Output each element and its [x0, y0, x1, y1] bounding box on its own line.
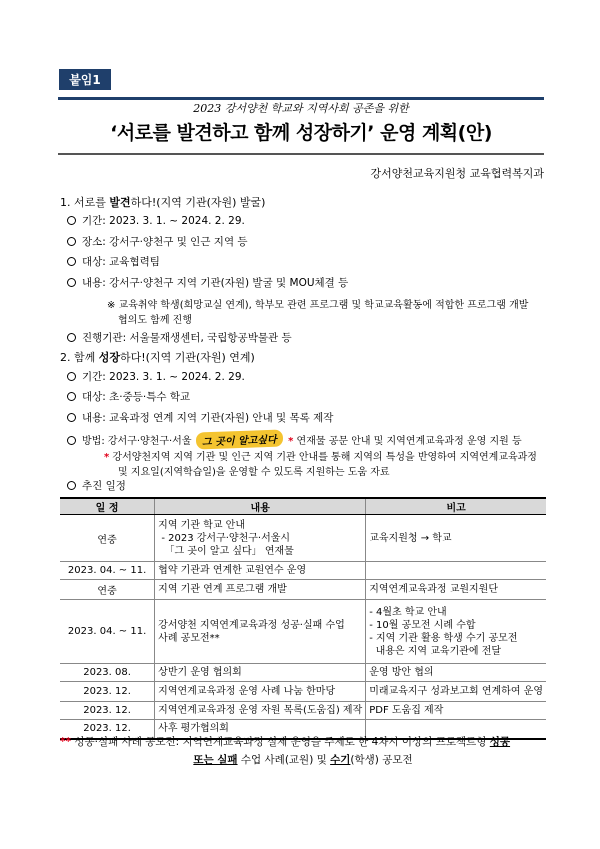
item-text: 기간: 2023. 3. 1. ~ 2024. 2. 29.	[82, 215, 245, 227]
cell-content	[155, 682, 366, 702]
cell-line: 운영 방안 협의	[369, 667, 434, 678]
cell-content	[155, 562, 366, 580]
footnote-emphasis: 수기	[330, 754, 351, 766]
item-text: 연재물 공문 안내 및 지역연계교육과정 운영 지원 등	[296, 436, 522, 447]
cell-note	[366, 580, 546, 600]
table-row	[60, 702, 546, 720]
circle-bullet-icon	[67, 216, 76, 225]
section-1-heading	[60, 194, 265, 210]
cell-line: 지역 기관 연계 프로그램 개발	[158, 584, 287, 595]
cell-date: 2023. 04. ~ 11.	[60, 562, 155, 580]
circle-bullet-icon	[67, 372, 76, 381]
table-row	[60, 562, 546, 580]
sec2-item-content	[67, 410, 333, 425]
cell-content	[155, 580, 366, 600]
department-label: 강서양천교육지원청 교육협력복지과	[370, 167, 544, 180]
footnote	[60, 733, 546, 752]
item-text: 내용: 교육과정 연계 지역 기관(자원) 안내 및 목록 제작	[82, 412, 334, 424]
sec1-item-period	[67, 213, 245, 228]
item-text: 대상: 교육협력팀	[82, 256, 160, 268]
cell-content	[155, 702, 366, 720]
cell-content	[155, 600, 366, 664]
item-text: 추진 일정	[82, 480, 126, 492]
cell-line: 지역연계교육과정 교원지원단	[369, 584, 498, 595]
cell-line: 사후 평가협의회	[158, 723, 229, 735]
cell-line: 내용은 지역 교육기관에 전달	[369, 645, 502, 657]
note-text: 강서양천지역 지역 기관 및 인근 지역 기관 안내를 통해 지역의 특성을 반영하여 지역연계교육과정	[112, 452, 537, 463]
section-2-heading	[60, 349, 255, 365]
cell-line: 사례 공모전**	[158, 632, 220, 644]
cell-note	[366, 600, 546, 664]
series-stamp: 그 곳이 알고싶다	[195, 429, 282, 449]
sec2-item-period	[67, 369, 245, 384]
cell-content	[155, 515, 366, 562]
cell-date: 연중	[60, 580, 155, 600]
circle-bullet-icon	[67, 436, 76, 445]
footnote-text: 성공·실패 사례 공모전: 지역연계교육과정 실제 운영을 주제로 한 4차시 이상의 프로젝트형	[74, 736, 487, 748]
cell-line: - 4월초 학교 안내	[369, 606, 447, 618]
sec1-item-org	[67, 330, 292, 345]
cell-date: 연중	[60, 515, 155, 562]
circle-bullet-icon	[67, 481, 76, 490]
sec2-item-method	[67, 431, 522, 448]
circle-bullet-icon	[67, 413, 76, 422]
schedule-label	[67, 478, 126, 493]
item-text: 방법: 강서구·양천구·서울	[82, 436, 192, 447]
attachment-badge: 붙임1	[59, 69, 111, 90]
cell-content	[155, 664, 366, 682]
footnote-line2	[60, 752, 546, 767]
header-content: 내용	[155, 498, 366, 515]
cell-line: 교육지원청 → 학교	[369, 532, 452, 544]
table-row	[60, 600, 546, 664]
cell-line: 지역연계교육과정 운영 자원 목록(도움집) 제작	[158, 705, 363, 716]
star-marker: *	[288, 436, 294, 447]
title-divider	[58, 153, 544, 155]
sec2-item-target	[67, 389, 190, 404]
footnote-emphasis: 성공	[489, 736, 511, 748]
sec1-note-line2: 협의도 함께 진행	[118, 315, 192, 326]
cell-line: 지역연계교육과정 운영 사례 나눔 한마당	[158, 686, 336, 697]
header-note: 비고	[366, 498, 546, 515]
item-text: 대상: 초·중등·특수 학교	[82, 391, 191, 403]
cell-line: - 10월 공모전 시례 수합	[369, 619, 476, 631]
cell-line: 강서양천 지역연계교육과정 성공·실패 수업	[158, 619, 345, 631]
cell-note	[366, 682, 546, 702]
cell-date: 2023. 12.	[60, 682, 155, 702]
sec1-note-line1: ※ 교육취약 학생(희망교실 연계), 학부모 관련 프로그램 및 학교교육활동에 적합한 프로그램 개발	[107, 300, 529, 311]
section-2-rest: 하다!(지역 기관(자원) 연계)	[120, 351, 255, 364]
subtitle: 2023 강서양천 학교와 지역사회 공존을 위한	[193, 102, 409, 115]
cell-date: 2023. 12.	[60, 720, 155, 739]
table-row	[60, 515, 546, 562]
item-text: 진행기관: 서울물재생센터, 국립항공박물관 등	[82, 332, 292, 344]
cell-line: PDF 도움집 제작	[369, 705, 444, 716]
section-2-number: 2. 함께	[60, 351, 99, 364]
sec1-item-place	[67, 234, 248, 249]
footnote-text: 수업 사례(교원) 및	[240, 754, 327, 766]
footnote-text: (학생) 공모전	[350, 754, 413, 766]
cell-line: 지역 기관 학교 안내	[158, 519, 245, 531]
circle-bullet-icon	[67, 333, 76, 342]
double-star-marker: **	[60, 736, 71, 748]
cell-date: 2023. 08.	[60, 664, 155, 682]
cell-line: 미래교육지구 성과보고회 연계하여 운영	[369, 686, 543, 697]
sec1-item-target	[67, 254, 160, 269]
section-1-rest: 하다!(지역 기관(자원) 발굴)	[130, 196, 266, 209]
section-1-number: 1. 서로를	[60, 196, 110, 209]
cell-line: - 지역 기관 활용 학생 수기 공모전	[369, 632, 518, 644]
page-title: ‘서로를 발견하고 함께 성장하기’ 운영 계획(안)	[110, 122, 492, 144]
star-marker: *	[104, 452, 110, 463]
schedule-table	[60, 497, 546, 740]
cell-line: 「그 곳이 알고 싶다」 연재물	[158, 545, 294, 557]
cell-note	[366, 515, 546, 562]
item-text: 내용: 강서구·양천구 지역 기관(자원) 발굴 및 MOU체결 등	[82, 277, 349, 289]
section-1-keyword: 발견	[109, 196, 131, 209]
sec2-note-line2: 및 지요일(지역학습일)을 운영할 수 있도록 지원하는 도움 자료	[118, 467, 390, 478]
circle-bullet-icon	[67, 257, 76, 266]
cell-line: 상반기 운영 협의회	[158, 667, 242, 678]
cell-note	[366, 562, 546, 580]
circle-bullet-icon	[67, 278, 76, 287]
cell-date: 2023. 04. ~ 11.	[60, 600, 155, 664]
cell-line: 협약 기관과 연계한 교원연수 운영	[158, 565, 307, 576]
sec2-note-line1	[104, 448, 537, 463]
item-text: 기간: 2023. 3. 1. ~ 2024. 2. 29.	[82, 371, 245, 383]
cell-note	[366, 664, 546, 682]
table-header-row	[60, 498, 546, 515]
section-2-keyword: 성장	[98, 351, 121, 364]
item-text: 장소: 강서구·양천구 및 인근 지역 등	[82, 236, 248, 248]
table-row	[60, 580, 546, 600]
cell-note	[366, 702, 546, 720]
footnote-emphasis: 또는 실패	[193, 754, 238, 766]
sec1-item-content	[67, 275, 348, 290]
cell-line: - 2023 강서구·양천구·서울시	[158, 532, 291, 544]
table-row	[60, 682, 546, 702]
circle-bullet-icon	[67, 392, 76, 401]
cell-date: 2023. 12.	[60, 702, 155, 720]
table-row	[60, 664, 546, 682]
header-date: 일 정	[60, 498, 155, 515]
circle-bullet-icon	[67, 237, 76, 246]
